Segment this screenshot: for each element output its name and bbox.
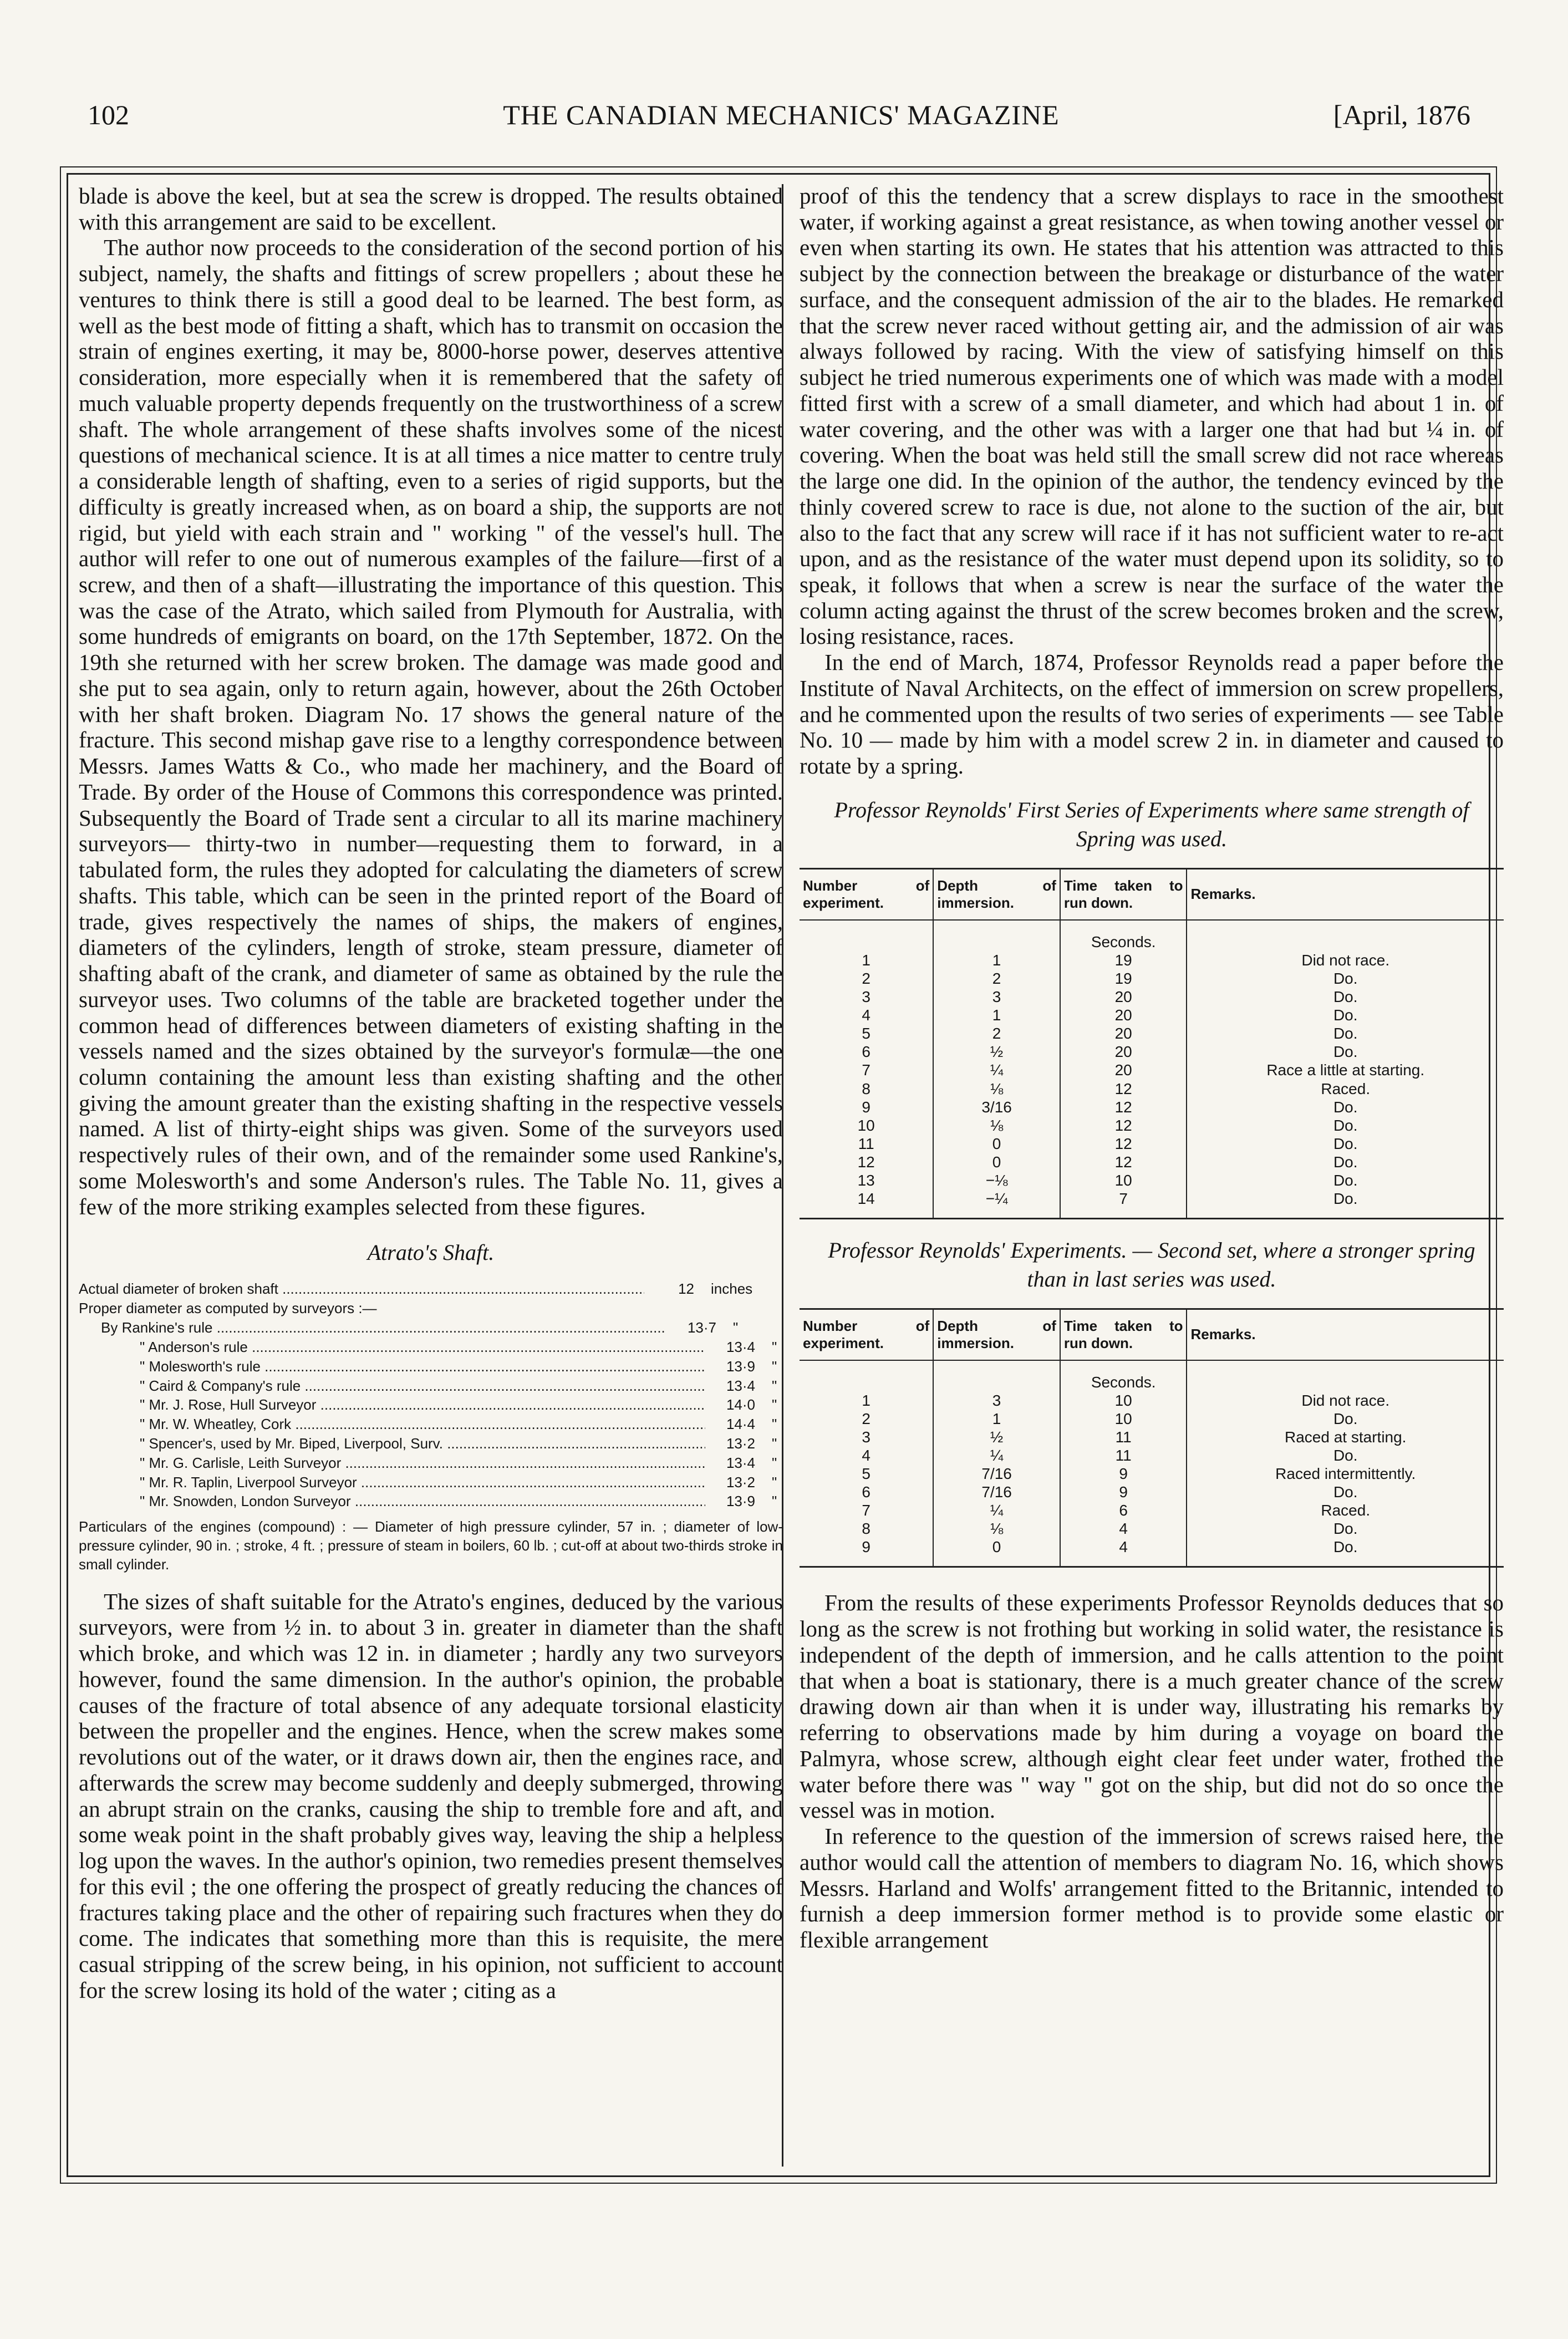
shaft-row-label: " Mr. G. Carlisle, Leith Surveyor ..... bbox=[79, 1453, 705, 1473]
table-cell: ½ bbox=[933, 1043, 1060, 1061]
shaft-row-label: " Mr. W. Wheatley, Cork ..... bbox=[79, 1415, 705, 1434]
table-row bbox=[800, 1024, 1504, 1043]
shaft-row-label: Actual diameter of broken shaft ..... bbox=[79, 1279, 644, 1299]
table-cell: ⅛ bbox=[933, 1080, 1060, 1098]
table-cell: Do. bbox=[1187, 1135, 1504, 1153]
units-cell bbox=[1187, 920, 1504, 951]
table-cell: Raced. bbox=[1187, 1080, 1504, 1098]
table-cell: ¼ bbox=[933, 1061, 1060, 1079]
shaft-row-value: 14·0 bbox=[726, 1396, 755, 1413]
table-cell: 11 bbox=[858, 1135, 874, 1152]
shaft-row-unit: " bbox=[772, 1454, 777, 1471]
shaft-row-unit: " bbox=[772, 1338, 777, 1355]
table-row bbox=[800, 1153, 1504, 1171]
table-cell: 4 bbox=[862, 1006, 870, 1024]
table-cell: Do. bbox=[1187, 1006, 1504, 1024]
table-row bbox=[800, 1538, 1504, 1567]
table-cell: 4 bbox=[1060, 1538, 1187, 1567]
table-cell: 11 bbox=[1060, 1446, 1187, 1465]
shaft-row bbox=[79, 1376, 783, 1396]
table-row bbox=[800, 969, 1504, 988]
table-row bbox=[800, 1391, 1504, 1410]
table-cell: 1 bbox=[862, 952, 870, 969]
table-cell: 20 bbox=[1060, 1061, 1187, 1079]
table-cell: 6 bbox=[1060, 1501, 1187, 1519]
table-header-row bbox=[800, 868, 1504, 920]
table-cell: 2 bbox=[933, 969, 1060, 988]
table-cell: 6 bbox=[862, 1483, 870, 1501]
paragraph: blade is above the keel, but at sea the screw is dropped. The results obtained with this arrangement are said to be excellent. bbox=[79, 183, 783, 235]
table-cell: Do. bbox=[1187, 988, 1504, 1006]
table-cell: Did not race. bbox=[1187, 951, 1504, 969]
table-cell: Do. bbox=[1187, 1483, 1504, 1501]
table-cell: ¼ bbox=[933, 1501, 1060, 1519]
table-cell: 9 bbox=[1060, 1483, 1187, 1501]
table-cell: 12 bbox=[1060, 1153, 1187, 1171]
units-cell: Seconds. bbox=[1060, 1360, 1187, 1391]
shaft-row bbox=[79, 1318, 783, 1338]
table-row bbox=[800, 1080, 1504, 1098]
shaft-row bbox=[79, 1357, 783, 1376]
table-cell: Do. bbox=[1187, 1519, 1504, 1538]
table-row bbox=[800, 1465, 1504, 1483]
table-cell: Do. bbox=[1187, 1153, 1504, 1171]
table-cell: 8 bbox=[862, 1520, 870, 1538]
table-cell: 12 bbox=[1060, 1116, 1187, 1135]
shaft-row bbox=[79, 1473, 783, 1492]
shaft-row-label: By Rankine's rule ..... bbox=[79, 1318, 666, 1338]
header-cell: Remarks. bbox=[1187, 868, 1504, 920]
shaft-row-value: 13·4 bbox=[726, 1377, 755, 1394]
table-cell: Do. bbox=[1187, 1171, 1504, 1189]
page-header bbox=[83, 99, 1479, 143]
shaft-row-label: " Mr. Snowden, London Surveyor ..... bbox=[79, 1492, 705, 1511]
shaft-row-label: " Anderson's rule ..... bbox=[79, 1338, 705, 1357]
table-cell: 10 bbox=[1060, 1171, 1187, 1189]
table-cell: 9 bbox=[862, 1098, 870, 1116]
table-row bbox=[800, 1006, 1504, 1024]
table-cell: Do. bbox=[1187, 1446, 1504, 1465]
shaft-row-value: 13·4 bbox=[726, 1454, 755, 1471]
table-row bbox=[800, 1483, 1504, 1501]
issue-date: [April, 1876 bbox=[1333, 99, 1470, 130]
table-cell: 20 bbox=[1060, 1006, 1187, 1024]
shaft-row-label: " Caird & Company's rule ..... bbox=[79, 1376, 705, 1396]
table-row bbox=[800, 1446, 1504, 1465]
shaft-row-value: 13·9 bbox=[726, 1493, 755, 1510]
units-row bbox=[800, 920, 1504, 951]
shaft-row-unit: " bbox=[772, 1377, 777, 1394]
shaft-proper-heading-row bbox=[79, 1299, 783, 1318]
table-cell: Do. bbox=[1187, 1098, 1504, 1116]
shaft-row-unit: inches bbox=[711, 1280, 753, 1298]
page-number: 102 bbox=[88, 99, 129, 130]
table-cell: 3 bbox=[862, 988, 870, 1006]
shaft-proper-heading: Proper diameter as computed by surveyors :— bbox=[79, 1300, 377, 1317]
table-cell: 0 bbox=[933, 1538, 1060, 1567]
shaft-row-value: 13·7 bbox=[687, 1319, 716, 1336]
table-row bbox=[800, 1116, 1504, 1135]
shaft-row-unit: " bbox=[772, 1493, 777, 1510]
table-cell: 3 bbox=[933, 1391, 1060, 1410]
table-cell: 19 bbox=[1060, 969, 1187, 988]
shaft-row-unit: " bbox=[772, 1435, 777, 1452]
units-cell bbox=[933, 920, 1060, 951]
shaft-row-unit: " bbox=[733, 1319, 739, 1336]
paragraph: In the end of March, 1874, Professor Reynolds read a paper before the Institute of Naval Architects, on the effect of immersion on screw propellers, and he commented upon the results of two series of experiments — see Table No. 10 — made by him with a model screw 2 in. in diameter and caused to rotate by a spring. bbox=[800, 649, 1504, 779]
table-cell: 10 bbox=[1060, 1410, 1187, 1428]
table-cell: ¼ bbox=[933, 1446, 1060, 1465]
paragraph: The sizes of shaft suitable for the Atrato's engines, deduced by the various surveyors, were from ½ in. to about 3 in. greater in diameter than the shaft which broke, and which was 12 in. in diameter ; hardly any two surveyors however, found the same dimension. In the author's opinion, the probable causes of the fracture of total absence of any adequate torsional elasticity between the propeller and the engines. Hence, when the screw makes some revolutions out of the water, or it draws down air, then the engines race, and afterwards the screw may become suddenly and deeply submerged, throwing an abrupt strain on the cranks, causing the ship to tremble fore and aft, and some weak point in the shaft probably gives way, leaving the ship a helpless log upon the waves. In the author's opinion, two remedies present themselves for this evil ; the one offering the prospect of greatly reducing the chances of fractures taking place and the other of repairing such fractures when they do come. The indicates that something more than this is requisite, the mere casual stripping of the screw being, in his opinion, not sufficient to account for the screw losing its hold of the water ; citing as a bbox=[79, 1588, 783, 2003]
shaft-table bbox=[79, 1279, 783, 1511]
units-cell bbox=[1187, 1360, 1504, 1391]
table-cell: 12 bbox=[1060, 1080, 1187, 1098]
table-row bbox=[800, 988, 1504, 1006]
shaft-row bbox=[79, 1492, 783, 1511]
table-row bbox=[800, 1501, 1504, 1519]
shaft-row-value: 14·4 bbox=[726, 1416, 755, 1433]
shaft-row-value: 13·2 bbox=[726, 1473, 755, 1491]
table-row bbox=[800, 1043, 1504, 1061]
table-cell: Do. bbox=[1187, 1410, 1504, 1428]
magazine-title: THE CANADIAN MECHANICS' MAGAZINE bbox=[503, 99, 1060, 130]
paragraph: The author now proceeds to the consideration of the second portion of his subject, namely, the shafts and fittings of screw propellers ; about these he ventures to think there is still a good deal to be learned. The best form, as well as the best mode of fitting a shaft, which has to transmit on occasion the strain of engines exerting, it may be, 8000-horse power, deserves attentive consideration, more especially when it is remembered that the safety of much valuable property depends frequently on the trustworthiness of a screw shaft. The whole arrangement of these shafts involves some of the nicest questions of mechanical science. It is at all times a nice matter to centre truly a considerable length of shafting, even to a series of rigid supports, but the difficulty is greatly increased when, as on board a ship, the supports are not rigid, but yield with each strain and " working " of the vessel's hull. The author will refer to one out of numerous examples of the failure—first of a screw, and then of a shaft—illustrating the importance of this question. This was the case of the Atrato, which sailed from Plymouth for Australia, with some hundreds of emigrants on board, on the 17th September, 1872. On the 19th she returned with her screw broken. The damage was made good and she put to sea again, only to return again, however, about the 26th October with her shaft broken. Diagram No. 17 shows the general nature of the fracture. This second mishap gave rise to a lengthy correspondence between Messrs. James Watts & Co., who made her machinery, and the Board of Trade. By order of the House of Commons this correspondence was printed. Subsequently the Board of Trade sent a circular to all its marine machinery surveyors— thirty-two in number—requesting them to forward, in a tabulated form, the rules they adopted for calculating the diameters of screw shafts. This table, which can be seen in the printed report of the Board of trade, gives respectively the names of ships, the makers of engines, diameters of the cylinders, length of stroke, steam pressure, diameter of shafting abaft of the crank, and diameter of same as obtained by the rule the surveyor uses. Two columns of the table are bracketed together under the common head of differences between diameters of existing shafting in the vessels named and the sizes obtained by the surveyor's formulæ—the one column containing the amount less than existing shafting and the other giving the amount greater than the existing shafting in the respective vessels named. A list of thirty-eight ships was given. Some of the surveyors used respectively rules of their own, and of the remainder some used Rankine's, some Molesworth's and some Anderson's rules. The Table No. 11, gives a few of the more striking examples selected from these figures. bbox=[79, 235, 783, 1219]
shaft-row-unit: " bbox=[772, 1473, 777, 1491]
right-column bbox=[800, 183, 1504, 2163]
table-cell: 20 bbox=[1060, 988, 1187, 1006]
table-cell: 5 bbox=[862, 1465, 870, 1483]
table-cell: Do. bbox=[1187, 1116, 1504, 1135]
shaft-row-actual bbox=[79, 1279, 783, 1299]
table-cell: 4 bbox=[862, 1447, 870, 1465]
shaft-row-unit: " bbox=[772, 1357, 777, 1375]
paragraph: From the results of these experiments Professor Reynolds deduces that so long as the screw is not frothing but working in solid water, the resistance is independent of the depth of immersion, and he calls attention to the point that when a boat is stationary, there is a much greater chance of the screw drawing down air than when it is under way, illustrating his remarks by referring to observations made by him during a voyage on board the Palmyra, whose screw, although eight clear feet under water, frothed the water before there was " way " got on the ship, but did not do so once the vessel was in motion. bbox=[800, 1590, 1504, 1823]
table-cell: 3/16 bbox=[933, 1098, 1060, 1116]
table-cell: 1 bbox=[862, 1392, 870, 1410]
engine-particulars: Particulars of the engines (compound) : — Diameter of high pressure cylinder, 57 in. ; diameter of low-pressure cylinder, 90 in. ; stroke, 4 ft. ; pressure of steam in boilers, 60 lb. ; cut-off at about two-thirds stroke in small cylinder. bbox=[79, 1518, 783, 1573]
table-cell: 1 bbox=[933, 1410, 1060, 1428]
paragraph: In reference to the question of the immersion of screws raised here, the author would call the attention of members to diagram No. 16, which shows Messrs. Harland and Wolfs' arrangement fitted to the Britannic, intended to furnish a deep immersion former method is to provide some elastic or flexible arrangement bbox=[800, 1823, 1504, 1952]
table-cell: 14 bbox=[857, 1189, 875, 1207]
table-cell: 7 bbox=[862, 1061, 870, 1079]
table-cell: 3 bbox=[933, 988, 1060, 1006]
table-row bbox=[800, 1061, 1504, 1079]
table-row bbox=[800, 1428, 1504, 1446]
paragraph: proof of this the tendency that a screw displays to race in the smoothest water, if working against a great resistance, as when towing another vessel or even when starting its own. He states that his attention was attracted to this subject by the connection between the breakage or disturbance of the water surface, and the consequent admission of the air to the blades. He remarked that the screw never raced without getting air, and the admission of air was always followed by racing. With the view of satisfying himself on this subject he tried numerous experiments one of which was made with a model fitted first with a screw of a small diameter, and which had about 1 in. of water covering, and the other was with a larger one that had but ¼ in. of covering. When the boat was held still the small screw did not race whereas the large one did. In the opinion of the author, the tendency evinced by the thinly covered screw to race is due, not alone to the suction of the air, but also to the fact that any screw will race if it has not sufficient water to re-act upon, and as the resistance of the water must depend upon its solidity, so to speak, it follows that when a screw is near the surface of the water the column acting against the thrust of the screw becomes broken and the screw, losing resistance, races. bbox=[800, 183, 1504, 649]
table-cell: 0 bbox=[933, 1153, 1060, 1171]
table-header-row bbox=[800, 1309, 1504, 1360]
table-cell: 19 bbox=[1060, 951, 1187, 969]
shaft-row-unit: " bbox=[772, 1416, 777, 1433]
shaft-row-value: 13·9 bbox=[726, 1357, 755, 1375]
table-cell: Raced. bbox=[1187, 1501, 1504, 1519]
table-cell: Raced at starting. bbox=[1187, 1428, 1504, 1446]
table-cell: 1 bbox=[933, 1006, 1060, 1024]
table-cell: 2 bbox=[862, 1410, 870, 1428]
left-column bbox=[79, 183, 783, 2163]
table-cell: 7/16 bbox=[933, 1465, 1060, 1483]
table-cell: Do. bbox=[1187, 969, 1504, 988]
table-cell: 8 bbox=[862, 1080, 870, 1097]
table-cell: 20 bbox=[1060, 1043, 1187, 1061]
header-cell: Number of experiment. bbox=[800, 868, 933, 920]
table-cell: 12 bbox=[1060, 1098, 1187, 1116]
table-cell: 2 bbox=[933, 1024, 1060, 1043]
shaft-row-value: 12 bbox=[678, 1280, 694, 1298]
header-cell: Time taken to run down. bbox=[1060, 868, 1187, 920]
table-cell: Do. bbox=[1187, 1538, 1504, 1567]
table-cell: −⅛ bbox=[933, 1171, 1060, 1189]
shaft-row bbox=[79, 1338, 783, 1357]
shaft-row bbox=[79, 1395, 783, 1415]
table-cell: ½ bbox=[933, 1428, 1060, 1446]
table-cell: 5 bbox=[862, 1025, 870, 1043]
header-cell: Depth of immersion. bbox=[933, 1309, 1060, 1360]
table-cell: 4 bbox=[1060, 1519, 1187, 1538]
table-cell: Raced intermittently. bbox=[1187, 1465, 1504, 1483]
table-cell: 0 bbox=[933, 1135, 1060, 1153]
header-cell: Remarks. bbox=[1187, 1309, 1504, 1360]
table-cell: 12 bbox=[857, 1153, 875, 1171]
shaft-row-label: " Molesworth's rule ..... bbox=[79, 1357, 705, 1376]
header-cell: Number of experiment. bbox=[800, 1309, 933, 1360]
table-cell: Did not race. bbox=[1187, 1391, 1504, 1410]
table-cell: 3 bbox=[862, 1428, 870, 1446]
table-row bbox=[800, 951, 1504, 969]
table-row bbox=[800, 1519, 1504, 1538]
shaft-table-caption: Atrato's Shaft. bbox=[367, 1240, 495, 1265]
table-row bbox=[800, 1171, 1504, 1189]
table-cell: 11 bbox=[1060, 1428, 1187, 1446]
shaft-row bbox=[79, 1434, 783, 1453]
table-cell: 13 bbox=[857, 1171, 875, 1189]
table-row bbox=[800, 1135, 1504, 1153]
table-cell: ⅛ bbox=[933, 1519, 1060, 1538]
table-cell: 1 bbox=[933, 951, 1060, 969]
table-cell: 7/16 bbox=[933, 1483, 1060, 1501]
table-row bbox=[800, 1189, 1504, 1219]
table-row bbox=[800, 1410, 1504, 1428]
shaft-row-label: " Spencer's, used by Mr. Biped, Liverpool, Surv. ..... bbox=[79, 1434, 705, 1453]
table-cell: 7 bbox=[862, 1502, 870, 1519]
table-cell: 10 bbox=[857, 1116, 875, 1134]
table-cell: 2 bbox=[862, 970, 870, 988]
experiments-table-2 bbox=[800, 1308, 1504, 1568]
table-cell: −¼ bbox=[933, 1189, 1060, 1219]
table-cell: 7 bbox=[1060, 1189, 1187, 1219]
table-cell: 10 bbox=[1060, 1391, 1187, 1410]
table-cell: 20 bbox=[1060, 1024, 1187, 1043]
shaft-row bbox=[79, 1453, 783, 1473]
header-cell: Depth of immersion. bbox=[933, 868, 1060, 920]
table-cell: Do. bbox=[1187, 1043, 1504, 1061]
table-cell: 12 bbox=[1060, 1135, 1187, 1153]
shaft-row-label: " Mr. R. Taplin, Liverpool Surveyor ..... bbox=[79, 1473, 705, 1492]
units-cell bbox=[800, 920, 933, 951]
shaft-row bbox=[79, 1415, 783, 1434]
units-cell: Seconds. bbox=[1060, 920, 1187, 951]
experiments-table-1 bbox=[800, 868, 1504, 1219]
table1-caption: Professor Reynolds' First Series of Experiments where same strength of Spring was used. bbox=[834, 797, 1469, 851]
units-cell bbox=[933, 1360, 1060, 1391]
shaft-row-value: 13·4 bbox=[726, 1338, 755, 1355]
table2-caption: Professor Reynolds' Experiments. — Second set, where a stronger spring than in last series was used. bbox=[828, 1237, 1475, 1291]
table-row bbox=[800, 1098, 1504, 1116]
units-cell bbox=[800, 1360, 933, 1391]
units-row bbox=[800, 1360, 1504, 1391]
header-cell: Time taken to run down. bbox=[1060, 1309, 1187, 1360]
table-cell: ⅛ bbox=[933, 1116, 1060, 1135]
table-cell: Race a little at starting. bbox=[1187, 1061, 1504, 1079]
table-cell: 9 bbox=[1060, 1465, 1187, 1483]
shaft-row-label: " Mr. J. Rose, Hull Surveyor ..... bbox=[79, 1395, 705, 1415]
shaft-row-value: 13·2 bbox=[726, 1435, 755, 1452]
table-cell: Do. bbox=[1187, 1189, 1504, 1219]
table-cell: Do. bbox=[1187, 1024, 1504, 1043]
shaft-row-unit: " bbox=[772, 1396, 777, 1413]
table-cell: 6 bbox=[862, 1043, 870, 1061]
table-cell: 9 bbox=[862, 1538, 870, 1556]
